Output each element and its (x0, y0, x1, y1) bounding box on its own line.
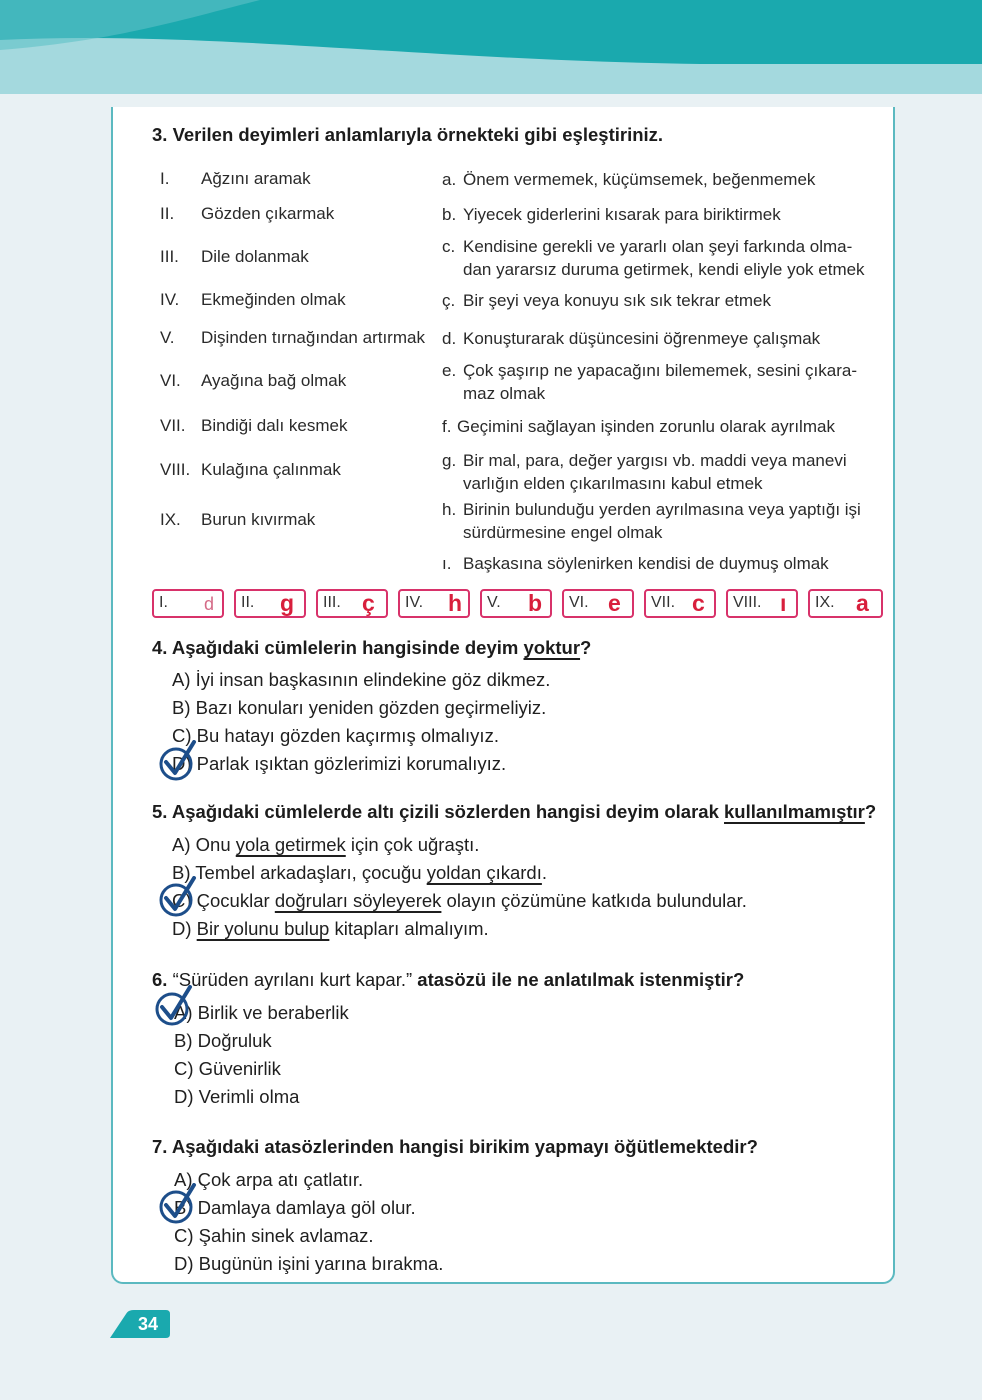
definition-text: Önem vermemek, küçümsemek, beğenmemek (463, 170, 816, 189)
definition-letter: e. (442, 361, 457, 380)
definition-letter: ı. (442, 554, 452, 573)
definition-text: Birinin bulunduğu yerden ayrılmasına veya yaptığı işi (463, 500, 861, 519)
q4-option-d[interactable]: D) Parlak ışıktan gözlerimizi korumalıyız. (172, 753, 507, 774)
check-mark-icon (156, 1183, 198, 1225)
definition-letter: ç. (442, 291, 456, 310)
underlined-phrase: doğruları söyleyerek (274, 890, 442, 911)
q6-title (152, 969, 744, 991)
q7-option-c[interactable]: C) Şahin sinek avlamaz. (174, 1225, 374, 1246)
answer-roman: IV. (405, 594, 424, 611)
q4-title-text: 4. Aşağıdaki cümlelerin hangisinde deyim (152, 637, 524, 658)
q5-option-d[interactable] (172, 918, 489, 940)
q6-option-d[interactable]: D) Verimli olma (174, 1086, 300, 1107)
underlined-phrase: yola getirmek (235, 834, 346, 855)
underlined-phrase: Bir yolunu bulup (196, 918, 330, 939)
answer-letter: h (448, 590, 463, 616)
left-item: Bindiği dalı kesmek (201, 416, 348, 435)
definition-text: Kendisine gerekli ve yararlı olan şeyi farkında olma- (463, 237, 853, 256)
answer-roman: II. (241, 594, 255, 611)
left-item: Ağzını aramak (201, 169, 311, 188)
left-num: VIII. (160, 460, 191, 479)
answer-box[interactable] (398, 589, 470, 618)
answer-letter: b (528, 590, 543, 616)
left-item: Gözden çıkarmak (201, 204, 335, 223)
answer-box[interactable] (234, 589, 306, 618)
answer-box[interactable] (808, 589, 883, 618)
answer-roman: V. (487, 594, 501, 611)
option-text: B) Tembel arkadaşları, çocuğu (172, 862, 427, 883)
q5-title (152, 801, 876, 823)
definition-letter: b. (442, 205, 457, 224)
option-text: C) Çocuklar (172, 890, 275, 911)
left-num: I. (160, 169, 170, 188)
q5-option-b[interactable] (172, 862, 547, 884)
option-text: kitapları almalıyım. (329, 918, 489, 939)
definition-letter: c. (442, 237, 456, 256)
left-num: IV. (160, 290, 180, 309)
left-item: Ayağına bağ olmak (201, 371, 347, 390)
answer-roman: VI. (569, 594, 589, 611)
q4-option-c[interactable]: C) Bu hatayı gözden kaçırmış olmalıyız. (172, 725, 499, 746)
definition-letter: f. (442, 417, 452, 436)
definition-text-cont: maz olmak (463, 384, 546, 403)
option-text: olayın çözümüne katkıda bulundular. (441, 890, 747, 911)
definition-text: Geçimini sağlayan işinden zorunlu olarak ayrılmak (457, 417, 835, 436)
q4-title-end: ? (580, 637, 592, 658)
answer-roman: IX. (815, 594, 835, 611)
q6-option-c[interactable]: C) Güvenirlik (174, 1058, 281, 1079)
definition-text: Yiyecek giderlerini kısarak para biriktirmek (463, 205, 781, 224)
definition-text: Başkasına söylenirken kendisi de duymuş olmak (463, 554, 829, 573)
definition-text-cont: varlığın elden çıkarılmasını kabul etmek (463, 474, 763, 493)
option-text: A) Onu (172, 834, 236, 855)
answer-roman: III. (323, 594, 341, 611)
answer-roman: I. (159, 594, 168, 611)
left-num: II. (160, 204, 175, 223)
option-text: için çok uğraştı. (345, 834, 480, 855)
q5-title-emphasis: kullanılmamıştır (724, 801, 865, 822)
definition-letter: g. (442, 451, 457, 470)
left-item: Kulağına çalınmak (201, 460, 341, 479)
q7-option-b[interactable]: B) Damlaya damlaya göl olur. (174, 1197, 416, 1218)
left-item: Ekmeğinden olmak (201, 290, 346, 309)
q6-option-b[interactable]: B) Doğruluk (174, 1030, 272, 1051)
answer-box[interactable] (644, 589, 716, 618)
q4-title-emphasis: yoktur (523, 637, 581, 658)
q6-title-quote: “Sürüden ayrılanı kurt kapar.” (172, 969, 413, 990)
q4-option-a[interactable]: A) İyi insan başkasının elindekine göz dikmez. (172, 669, 551, 690)
page-number: 34 (138, 1314, 159, 1334)
check-mark-icon (156, 876, 198, 918)
answer-letter: g (280, 590, 295, 616)
definition-text: Bir şeyi veya konuyu sık sık tekrar etmek (463, 291, 771, 310)
answer-box[interactable] (726, 589, 798, 618)
left-num: VII. (160, 416, 186, 435)
definition-text: Konuşturarak düşüncesini öğrenmeye çalışmak (463, 329, 821, 348)
q6-title-num: 6. (152, 969, 173, 990)
q6-option-a[interactable]: A) Birlik ve beraberlik (174, 1002, 349, 1023)
option-text: . (541, 862, 548, 883)
underlined-phrase: yoldan çıkardı (426, 862, 542, 883)
definition-text: Çok şaşırıp ne yapacağını bilememek, sesini çıkara- (463, 361, 858, 380)
answer-letter: a (856, 590, 869, 616)
q5-option-a[interactable] (172, 834, 479, 856)
q7-option-a[interactable]: A) Çok arpa atı çatlatır. (174, 1169, 364, 1190)
left-item: Dile dolanmak (201, 247, 309, 266)
q5-title-end: ? (864, 801, 877, 822)
q5-title-text: 5. Aşağıdaki cümlelerde altı çizili sözlerden hangisi deyim olarak (152, 801, 725, 822)
answer-box[interactable] (480, 589, 552, 618)
left-num: VI. (160, 371, 181, 390)
answer-letter: d (204, 594, 215, 614)
header-swoosh (0, 0, 982, 94)
q3-title: 3. Verilen deyimleri anlamlarıyla örnekteki gibi eşleştiriniz. (152, 124, 664, 145)
answer-letter: c (692, 590, 705, 616)
q4-title (152, 637, 591, 659)
check-mark-icon (152, 985, 194, 1027)
definition-text-cont: sürdürmesine engel olmak (463, 523, 663, 542)
definition-letter: d. (442, 329, 457, 348)
answer-roman: VIII. (733, 594, 762, 611)
answer-letter: ç (362, 590, 375, 616)
left-num: IX. (160, 510, 181, 529)
answer-box[interactable] (152, 589, 224, 618)
answer-letter: ı (780, 590, 787, 616)
answer-box[interactable] (316, 589, 388, 618)
answer-box[interactable] (562, 589, 634, 618)
left-item: Burun kıvırmak (201, 510, 316, 529)
option-text: D) (172, 918, 197, 939)
answer-roman: VII. (651, 594, 676, 611)
left-item: Dişinden tırnağından artırmak (201, 328, 425, 347)
left-num: III. (160, 247, 179, 266)
q5-option-c[interactable] (172, 890, 747, 912)
q7-title: 7. Aşağıdaki atasözlerinden hangisi birikim yapmayı öğütlemektedir? (152, 1136, 758, 1157)
q7-option-d[interactable]: D) Bugünün işini yarına bırakma. (174, 1253, 444, 1274)
q4-option-b[interactable]: B) Bazı konuları yeniden gözden geçirmeliyiz. (172, 697, 547, 718)
definition-text-cont: dan yararsız duruma getirmek, kendi eliyle yok etmek (463, 260, 865, 279)
definition-text: Bir mal, para, değer yargısı vb. maddi veya manevi (463, 451, 847, 470)
left-num: V. (160, 328, 175, 347)
answer-letter: e (608, 590, 621, 616)
q6-title-text: atasözü ile ne anlatılmak istenmiştir? (412, 969, 745, 990)
definition-letter: a. (442, 170, 457, 189)
check-mark-icon (156, 740, 198, 782)
definition-letter: h. (442, 500, 457, 519)
